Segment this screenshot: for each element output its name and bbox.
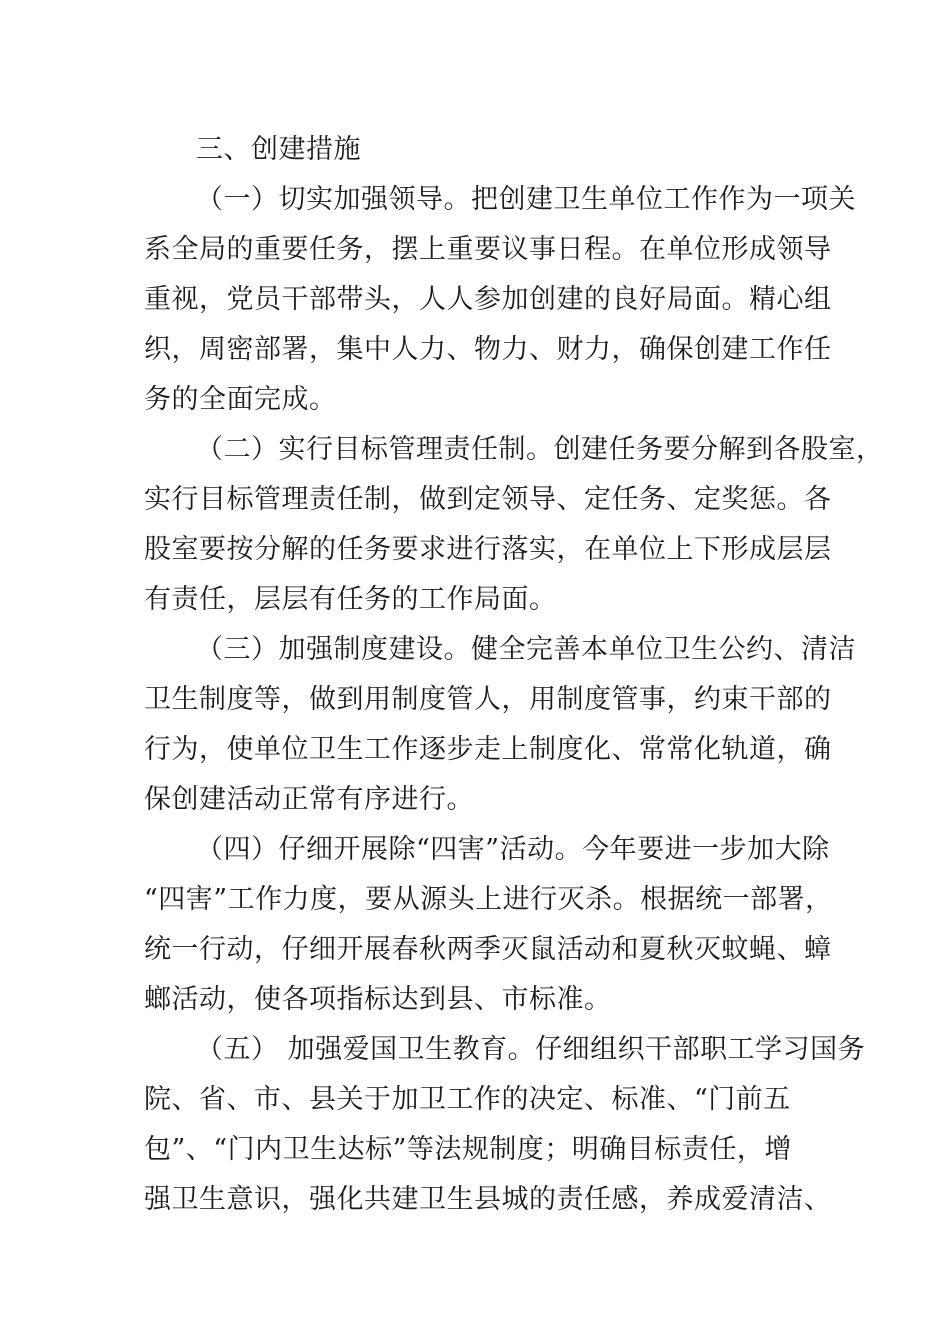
paragraph-2-line-1: （二）实行目标管理责任制。创建任务要分解到各股室， <box>196 434 884 465</box>
paragraph-2-line-3: 股室要按分解的任务要求进行落实，在单位上下形成层层 <box>144 534 832 565</box>
section-heading: 三、创建措施 <box>196 134 361 165</box>
paragraph-5-line-4: 强卫生意识，强化共建卫生县城的责任感，养成爱清洁、 <box>144 1184 832 1215</box>
paragraph-5-line-2: 院、省、市、县关于加卫工作的决定、标准、“门前五 <box>144 1084 791 1115</box>
paragraph-1-line-1: （一）切实加强领导。把创建卫生单位工作作为一项关 <box>196 184 856 215</box>
paragraph-2-line-4: 有责任，层层有任务的工作局面。 <box>144 584 557 615</box>
paragraph-1-line-5: 务的全面完成。 <box>144 384 337 415</box>
paragraph-5-line-3: 包”、“门内卫生达标”等法规制度；明确目标责任，增 <box>144 1134 792 1165</box>
paragraph-4-line-4: 螂活动，使各项指标达到县、市标准。 <box>144 984 612 1015</box>
paragraph-2-line-2: 实行目标管理责任制，做到定领导、定任务、定奖惩。各 <box>144 484 832 515</box>
paragraph-1-line-3: 重视，党员干部带头，人人参加创建的良好局面。精心组 <box>144 284 832 315</box>
paragraph-1-line-2: 系全局的重要任务，摆上重要议事日程。在单位形成领导 <box>144 234 832 265</box>
paragraph-3-line-2: 卫生制度等，做到用制度管人，用制度管事，约束干部的 <box>144 684 832 715</box>
paragraph-4-line-3: 统一行动，仔细开展春秋两季灭鼠活动和夏秋灭蚊蝇、蟑 <box>144 934 832 965</box>
paragraph-3-line-1: （三）加强制度建设。健全完善本单位卫生公约、清洁 <box>196 634 856 665</box>
paragraph-5-line-1: （五） 加强爱国卫生教育。仔细组织干部职工学习国务 <box>196 1034 866 1065</box>
paragraph-1-line-4: 织，周密部署，集中人力、物力、财力，确保创建工作任 <box>144 334 832 365</box>
paragraph-3-line-4: 保创建活动正常有序进行。 <box>144 784 474 815</box>
paragraph-3-line-3: 行为，使单位卫生工作逐步走上制度化、常常化轨道，确 <box>144 734 832 765</box>
paragraph-4-line-2: “四害”工作力度，要从源头上进行灭杀。根据统一部署， <box>144 884 833 915</box>
paragraph-4-line-1: （四）仔细开展除“四害”活动。今年要进一步加大除 <box>196 834 830 865</box>
